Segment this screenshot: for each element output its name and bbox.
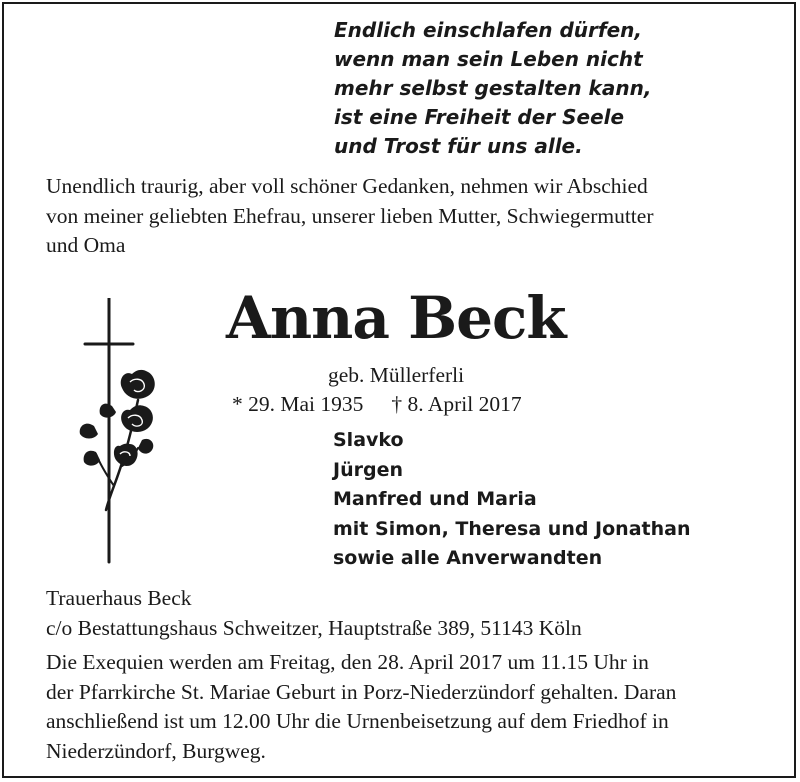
family-line: sowie alle Anverwandten <box>333 547 603 569</box>
family-line: mit Simon, Theresa und Jonathan <box>333 517 691 540</box>
family-line: Jürgen <box>333 458 403 481</box>
family-list <box>333 426 690 574</box>
exequien-line: anschließend ist um 12.00 Uhr die Urnenbeisetzung auf dem Friedhof in <box>46 709 669 733</box>
poem <box>334 16 651 161</box>
poem-line: und Trost für uns alle. <box>334 134 583 158</box>
mourning-house-line: c/o Bestattungshaus Schweitzer, Hauptstraße 389, 51143 Köln <box>46 615 582 640</box>
intro-text <box>46 172 766 261</box>
exequien-text <box>46 648 760 766</box>
exequien-line: Die Exequien werden am Freitag, den 28. April 2017 um 11.15 Uhr in <box>46 650 649 674</box>
intro-line: von meiner geliebten Ehefrau, unserer lieben Mutter, Schwiegermutter <box>46 203 654 228</box>
intro-line: Unendlich traurig, aber voll schöner Gedanken, nehmen wir Abschied <box>46 174 648 198</box>
maiden-name: geb. Müllerferli <box>328 363 465 387</box>
exequien-line: der Pfarrkirche St. Mariae Geburt in Porz-Niederzündorf gehalten. Daran <box>46 679 677 704</box>
death-date: † 8. April 2017 <box>391 392 522 416</box>
mourning-house <box>46 584 582 643</box>
poem-line: Endlich einschlafen dürfen, <box>334 18 642 42</box>
cross-with-roses-icon <box>72 298 162 564</box>
intro-line: und Oma <box>46 233 126 257</box>
life-dates <box>232 390 522 420</box>
deceased-name: Anna Beck <box>226 284 566 352</box>
poem-line: ist eine Freiheit der Seele <box>334 105 625 129</box>
family-line: Slavko <box>333 429 404 451</box>
poem-line: wenn man sein Leben nicht <box>334 47 643 71</box>
poem-line: mehr selbst gestalten kann, <box>334 76 652 100</box>
exequien-line: Niederzündorf, Burgweg. <box>46 738 266 763</box>
mourning-house-line: Trauerhaus Beck <box>46 586 192 610</box>
birth-date: * 29. Mai 1935 <box>232 392 364 416</box>
family-line: Manfred und Maria <box>333 488 537 510</box>
